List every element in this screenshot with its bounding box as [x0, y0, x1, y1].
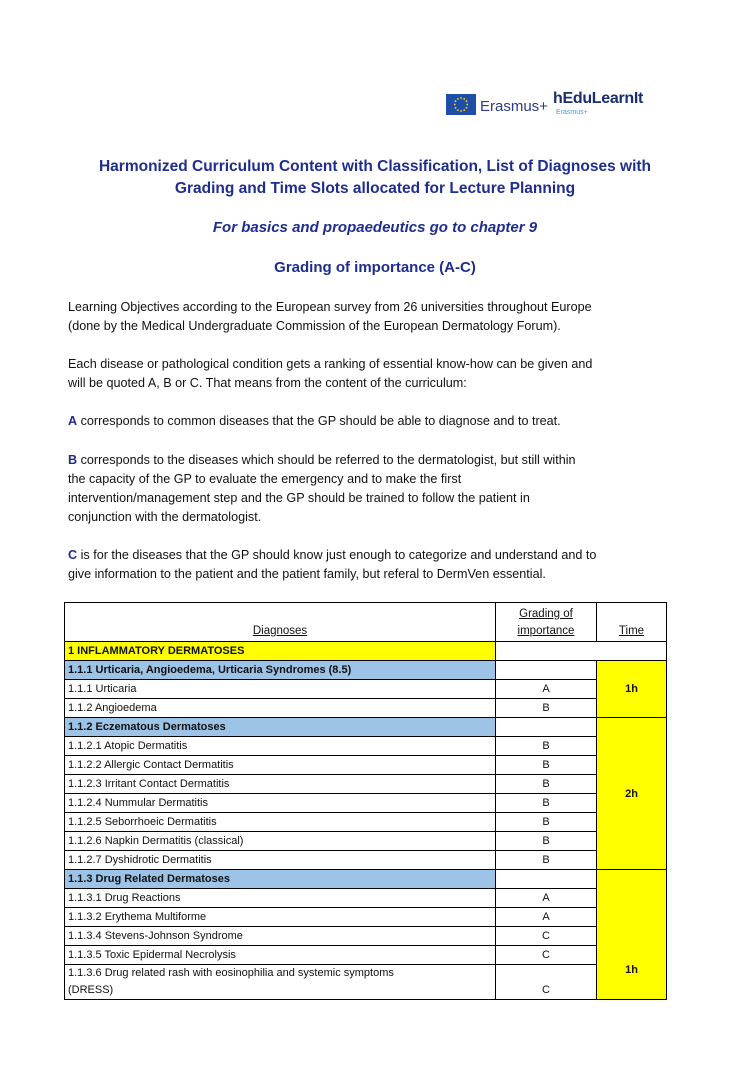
erasmus-hedulearnit-logo — [446, 88, 646, 122]
table-row — [65, 832, 667, 851]
intro-paragraph — [68, 298, 688, 336]
main-title-line1: Harmonized Curriculum Content with Classification, List of Diagnoses with — [98, 158, 652, 175]
subtitle: For basics and propaedeutics go to chapter 9 — [212, 219, 538, 236]
header-grading-line2: importance — [517, 625, 575, 637]
diagnosis-label-line2: (DRESS) — [68, 984, 114, 996]
grade-a-paragraph — [68, 412, 688, 431]
grade-c-paragraph — [68, 546, 688, 584]
diagnosis-grade: C — [496, 965, 597, 1000]
table-row — [65, 927, 667, 946]
grade-a-text: corresponds to common diseases that the GP should be able to diagnose and to treat. — [77, 414, 561, 428]
chapter-title: 1 INFLAMMATORY DERMATOSES — [65, 642, 496, 661]
hedulearnit-label: hEduLearnIt — [553, 90, 644, 107]
table-row — [65, 851, 667, 870]
table-row — [65, 680, 667, 699]
diagnosis-label: 1.1.2.6 Napkin Dermatitis (classical) — [65, 832, 496, 851]
header-time: Time — [597, 603, 667, 642]
diagnosis-label: 1.1.2.2 Allergic Contact Dermatitis — [65, 756, 496, 775]
section-empty-grade — [496, 718, 597, 737]
table-row — [65, 737, 667, 756]
grade-b-line3: intervention/management step and the GP should be trained to follow the patient in — [68, 491, 530, 505]
header-grading-line1: Grading of — [519, 608, 573, 620]
diagnosis-label: 1.1.2 Angioedema — [65, 699, 496, 718]
hedulearnit-sub-label: Erasmus+ — [556, 109, 588, 116]
section-title: 1.1.1 Urticaria, Angioedema, Urticaria Syndromes (8.5) — [65, 661, 496, 680]
main-title-line2: Grading and Time Slots allocated for Lecture Planning — [174, 180, 576, 197]
diagnosis-grade: B — [496, 794, 597, 813]
section-time: 1h — [597, 661, 667, 718]
erasmus-label: Erasmus+ — [480, 98, 548, 115]
ranking-paragraph — [68, 355, 688, 393]
diagnosis-label: 1.1.3.1 Drug Reactions — [65, 889, 496, 908]
diagnosis-grade: A — [496, 680, 597, 699]
section-title: 1.1.2 Eczematous Dermatoses — [65, 718, 496, 737]
main-title — [40, 156, 710, 200]
section-empty-grade — [496, 870, 597, 889]
header-diagnoses: Diagnoses — [65, 603, 496, 642]
table-row — [65, 699, 667, 718]
diagnosis-grade: B — [496, 699, 597, 718]
table-row — [65, 889, 667, 908]
grade-b-line4: conjunction with the dermatologist. — [68, 510, 262, 524]
section-title: 1.1.3 Drug Related Dermatoses — [65, 870, 496, 889]
diagnosis-grade: C — [496, 927, 597, 946]
table-row — [65, 908, 667, 927]
diagnosis-label: 1.1.2.1 Atopic Dermatitis — [65, 737, 496, 756]
grade-b-line2: the capacity of the GP to evaluate the emergency and to make the first — [68, 472, 462, 486]
diagnosis-label: 1.1.1 Urticaria — [65, 680, 496, 699]
diagnosis-label: 1.1.2.3 Irritant Contact Dermatitis — [65, 775, 496, 794]
grade-c-letter: C — [68, 548, 78, 562]
diagnosis-grade: B — [496, 737, 597, 756]
chapter-empty-time — [597, 642, 667, 661]
grade-b-paragraph — [68, 451, 688, 527]
diagnosis-grade: B — [496, 851, 597, 870]
diagnosis-grade: B — [496, 813, 597, 832]
section-time: 1h — [597, 870, 667, 1000]
eu-flag-icon — [446, 94, 476, 115]
diagnosis-grade: A — [496, 889, 597, 908]
grade-a-letter: A — [68, 414, 78, 428]
section-empty-grade — [496, 661, 597, 680]
diagnosis-grade: B — [496, 756, 597, 775]
intro-line1: Learning Objectives according to the European survey from 26 universities throughout Europe — [68, 300, 592, 314]
section-row — [65, 870, 667, 889]
grade-b-letter: B — [68, 453, 78, 467]
grade-c-line2: give information to the patient and the patient family, but referal to DermVen essential. — [68, 567, 546, 581]
section-row — [65, 661, 667, 680]
diagnosis-label — [65, 965, 496, 1000]
diagnosis-label: 1.1.2.7 Dyshidrotic Dermatitis — [65, 851, 496, 870]
diagnoses-table — [64, 602, 667, 1000]
diagnosis-label-line1: 1.1.3.6 Drug related rash with eosinophilia and systemic symptoms — [68, 967, 394, 979]
diagnosis-grade: B — [496, 775, 597, 794]
diagnosis-label: 1.1.3.5 Toxic Epidermal Necrolysis — [65, 946, 496, 965]
grade-c-line1: is for the diseases that the GP should know just enough to categorize and understand and to — [77, 548, 597, 562]
table-row — [65, 794, 667, 813]
table-row — [65, 965, 667, 1000]
chapter-row — [65, 642, 667, 661]
ranking-line1: Each disease or pathological condition gets a ranking of essential know-how can be given and — [68, 357, 593, 371]
diagnosis-grade: B — [496, 832, 597, 851]
table-row — [65, 756, 667, 775]
diagnosis-label: 1.1.2.4 Nummular Dermatitis — [65, 794, 496, 813]
table-row — [65, 946, 667, 965]
grading-heading: Grading of importance (A-C) — [274, 259, 476, 276]
chapter-empty-grade — [496, 642, 597, 661]
diagnosis-grade: C — [496, 946, 597, 965]
section-row — [65, 718, 667, 737]
grade-b-line1: corresponds to the diseases which should be referred to the dermatologist, but still within — [77, 453, 576, 467]
table-header-row — [65, 603, 667, 642]
table-row — [65, 775, 667, 794]
header-grading — [496, 603, 597, 642]
ranking-line2: will be quoted A, B or C. That means from the content of the curriculum: — [68, 376, 467, 390]
table-row — [65, 813, 667, 832]
section-time: 2h — [597, 718, 667, 870]
diagnosis-label: 1.1.3.2 Erythema Multiforme — [65, 908, 496, 927]
intro-line2: (done by the Medical Undergraduate Commission of the European Dermatology Forum). — [68, 319, 561, 333]
diagnosis-label: 1.1.3.4 Stevens-Johnson Syndrome — [65, 927, 496, 946]
diagnosis-grade: A — [496, 908, 597, 927]
diagnosis-label: 1.1.2.5 Seborrhoeic Dermatitis — [65, 813, 496, 832]
